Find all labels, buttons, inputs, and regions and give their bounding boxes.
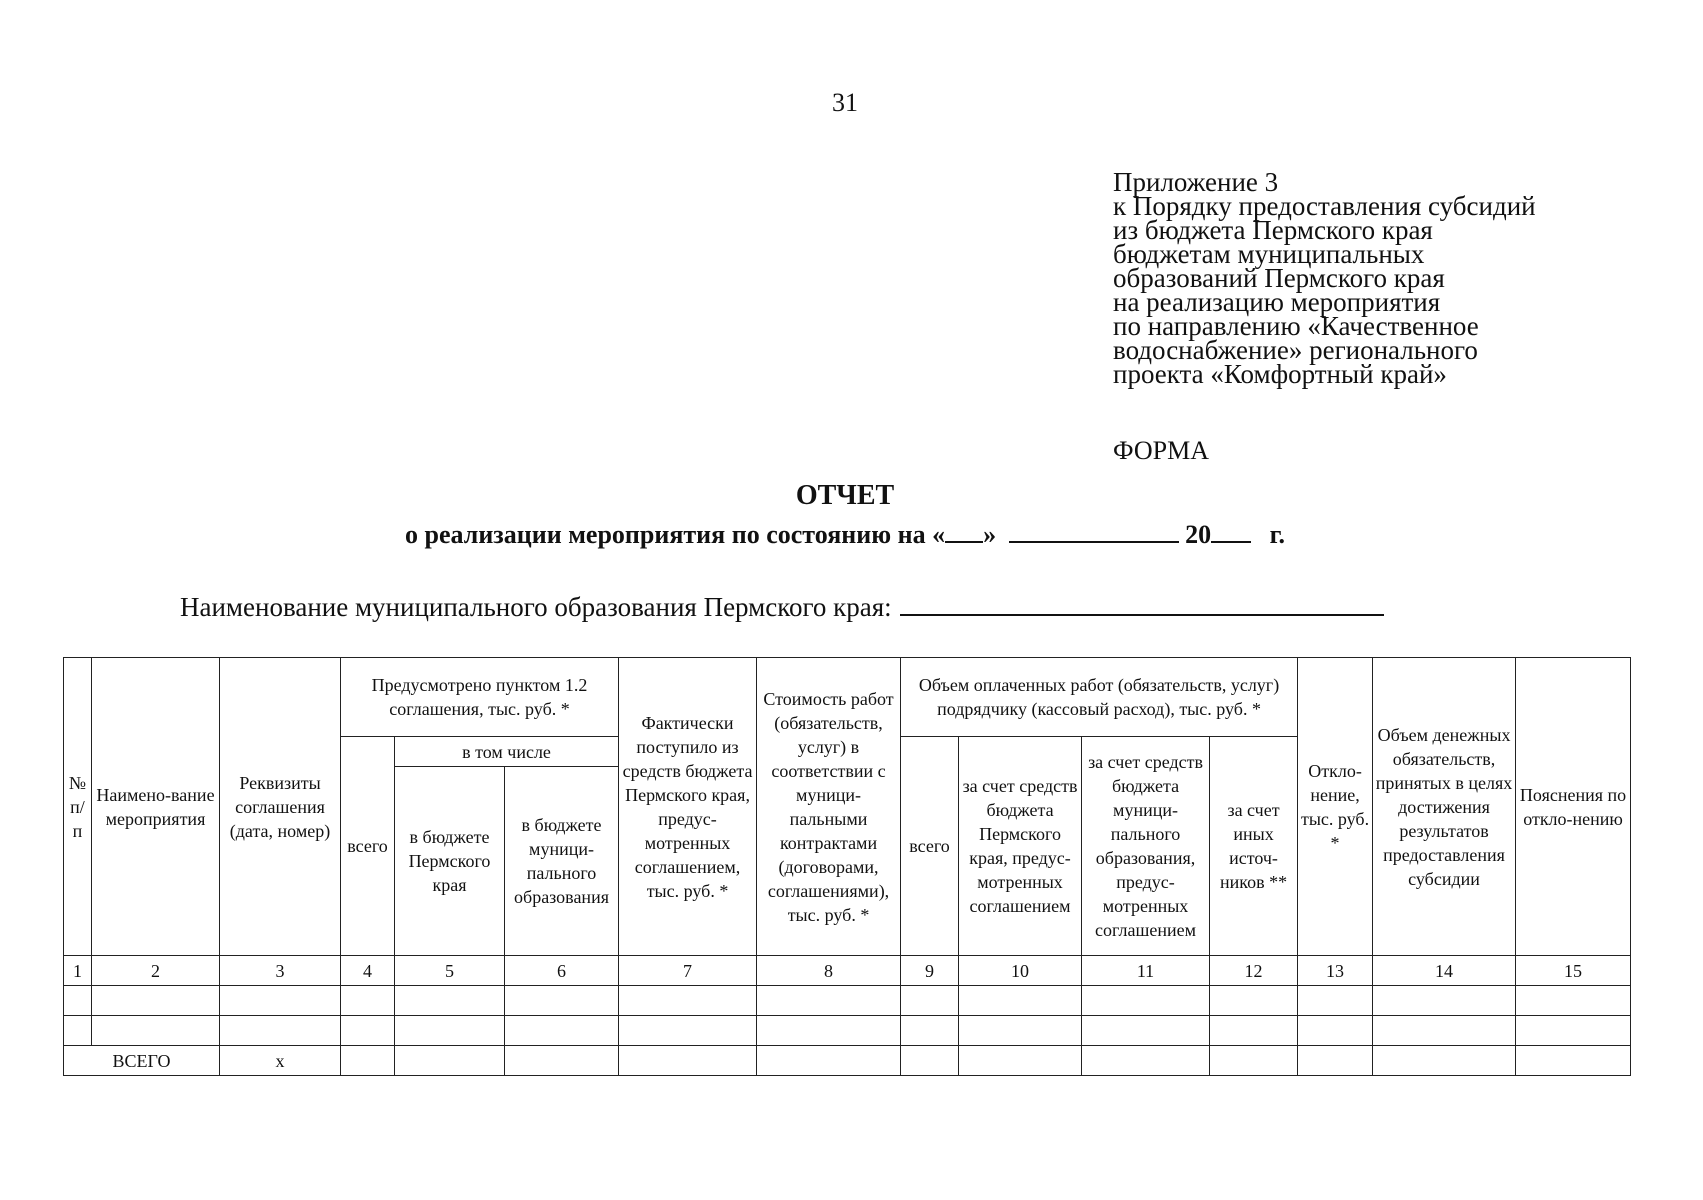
table-cell[interactable]: [1516, 1046, 1631, 1076]
header-paid-region: за счет средств бюджета Пермского края, предус-мотренных соглашением: [959, 737, 1082, 956]
table-cell[interactable]: [1210, 1046, 1298, 1076]
column-number: 13: [1298, 956, 1373, 986]
table-row: [64, 986, 1631, 1016]
report-subtitle-year: 20: [1185, 520, 1212, 549]
table-cell[interactable]: [619, 986, 757, 1016]
table-cell[interactable]: [395, 1046, 505, 1076]
column-number-row: [64, 956, 1631, 986]
table-cell[interactable]: [1373, 1016, 1516, 1046]
column-number: 10: [959, 956, 1082, 986]
table-cell[interactable]: [220, 1016, 341, 1046]
column-number: 5: [395, 956, 505, 986]
table-cell[interactable]: [395, 1016, 505, 1046]
form-label: ФОРМА: [1113, 436, 1209, 465]
table-cell[interactable]: [1210, 1016, 1298, 1046]
header-actual-received: Фактически поступило из средств бюджета Пермского края, предус-мотренных соглашением, тыс. руб. *: [619, 658, 757, 956]
table-cell[interactable]: [901, 1016, 959, 1046]
column-number: 8: [757, 956, 901, 986]
report-title: ОТЧЕТ: [795, 480, 895, 511]
header-works-cost: Стоимость работ (обязательств, услуг) в соответствии с муници-пальными контрактами (договорами, соглашениями), тыс. руб. *: [757, 658, 901, 956]
header-agreement: Реквизиты соглашения (дата, номер): [220, 658, 341, 956]
table-cell[interactable]: [901, 1046, 959, 1076]
header-planned-total: всего: [341, 737, 395, 956]
table-cell[interactable]: [505, 1016, 619, 1046]
header-paid-municipal: за счет средств бюджета муници-пального образования, предус-мотренных соглашением: [1082, 737, 1210, 956]
appendix-line: образований Пермского края: [1113, 263, 1445, 293]
table-cell[interactable]: [757, 1016, 901, 1046]
municipality-row: [180, 592, 1384, 623]
table-cell[interactable]: [1082, 1046, 1210, 1076]
table-cell[interactable]: [757, 986, 901, 1016]
table-cell[interactable]: [1373, 1046, 1516, 1076]
appendix-line: проекта «Комфортный край»: [1113, 359, 1447, 389]
table-cell[interactable]: [619, 1016, 757, 1046]
appendix-line: бюджетам муниципальных: [1113, 239, 1425, 269]
header-obligations: Объем денежных обязательств, принятых в целях достижения результатов предоставления субсидии: [1373, 658, 1516, 956]
column-number: 3: [220, 956, 341, 986]
column-number: 1: [64, 956, 92, 986]
column-number: 6: [505, 956, 619, 986]
header-explanations: Пояснения по откло-нению: [1516, 658, 1631, 956]
table-cell[interactable]: [1298, 1046, 1373, 1076]
table-cell[interactable]: [395, 986, 505, 1016]
report-subtitle-quote: »: [983, 520, 997, 549]
column-number: 9: [901, 956, 959, 986]
table-cell[interactable]: [1373, 986, 1516, 1016]
total-row: [64, 1046, 1631, 1076]
column-number: 11: [1082, 956, 1210, 986]
report-subtitle-prefix: о реализации мероприятия по состоянию на «: [405, 520, 946, 549]
header-event-name: Наимено-вание мероприятия: [92, 658, 220, 956]
table-cell[interactable]: [341, 1016, 395, 1046]
municipality-label: Наименование муниципального образования Пермского края:: [180, 592, 892, 622]
appendix-block: [1113, 167, 1536, 389]
table-cell[interactable]: [1516, 1016, 1631, 1046]
column-number: 2: [92, 956, 220, 986]
column-number: 15: [1516, 956, 1631, 986]
total-label: ВСЕГО: [64, 1046, 220, 1076]
column-number: 4: [341, 956, 395, 986]
table-cell[interactable]: [1082, 1016, 1210, 1046]
appendix-line: водоснабжение» регионального: [1113, 335, 1478, 365]
year-blank[interactable]: [1211, 521, 1251, 543]
table-cell[interactable]: [1210, 986, 1298, 1016]
table-cell[interactable]: [1082, 986, 1210, 1016]
table-cell[interactable]: [92, 986, 220, 1016]
table-cell[interactable]: [341, 1046, 395, 1076]
table-cell[interactable]: [64, 1016, 92, 1046]
table-cell[interactable]: [959, 1046, 1082, 1076]
table-cell[interactable]: [505, 1046, 619, 1076]
table-cell[interactable]: [619, 1046, 757, 1076]
table-cell[interactable]: [959, 986, 1082, 1016]
municipality-blank[interactable]: [900, 594, 1384, 616]
header-planned-municipal: в бюджете муници-пального образования: [505, 767, 619, 956]
table-cell[interactable]: [220, 986, 341, 1016]
table-cell[interactable]: [959, 1016, 1082, 1046]
column-number: 14: [1373, 956, 1516, 986]
total-agreement-mark: x: [220, 1046, 341, 1076]
header-planned-including: в том числе: [395, 737, 619, 767]
column-number: 7: [619, 956, 757, 986]
report-subtitle: [0, 520, 1690, 550]
appendix-line: к Порядку предоставления субсидий: [1113, 191, 1536, 221]
report-table: [63, 657, 1631, 1076]
header-paid-group: Объем оплаченных работ (обязательств, услуг) подрядчику (кассовый расход), тыс. руб. *: [901, 658, 1298, 737]
header-planned-region: в бюджете Пермского края: [395, 767, 505, 956]
report-subtitle-suffix: г.: [1269, 520, 1285, 549]
table-cell[interactable]: [1298, 1016, 1373, 1046]
table-cell[interactable]: [901, 986, 959, 1016]
column-number: 12: [1210, 956, 1298, 986]
table-cell[interactable]: [757, 1046, 901, 1076]
header-deviation: Откло-нение, тыс. руб. *: [1298, 658, 1373, 956]
month-blank[interactable]: [1009, 521, 1179, 543]
header-paid-other: за счет иных источ-ников **: [1210, 737, 1298, 956]
table-cell[interactable]: [64, 986, 92, 1016]
table-cell[interactable]: [1298, 986, 1373, 1016]
appendix-line: по направлению «Качественное: [1113, 311, 1479, 341]
appendix-line: на реализацию мероприятия: [1113, 287, 1441, 317]
day-blank[interactable]: [945, 521, 983, 543]
header-paid-total: всего: [901, 737, 959, 956]
table-cell[interactable]: [341, 986, 395, 1016]
table-cell[interactable]: [92, 1016, 220, 1046]
header-num: № п/п: [64, 658, 92, 956]
appendix-line: Приложение 3: [1113, 167, 1279, 197]
table-row: [64, 1016, 1631, 1046]
header-planned-group: Предусмотрено пунктом 1.2 соглашения, тыс. руб. *: [341, 658, 619, 737]
appendix-line: из бюджета Пермского края: [1113, 215, 1433, 245]
page-number: 31: [832, 88, 858, 117]
table-cell[interactable]: [1516, 986, 1631, 1016]
table-cell[interactable]: [505, 986, 619, 1016]
